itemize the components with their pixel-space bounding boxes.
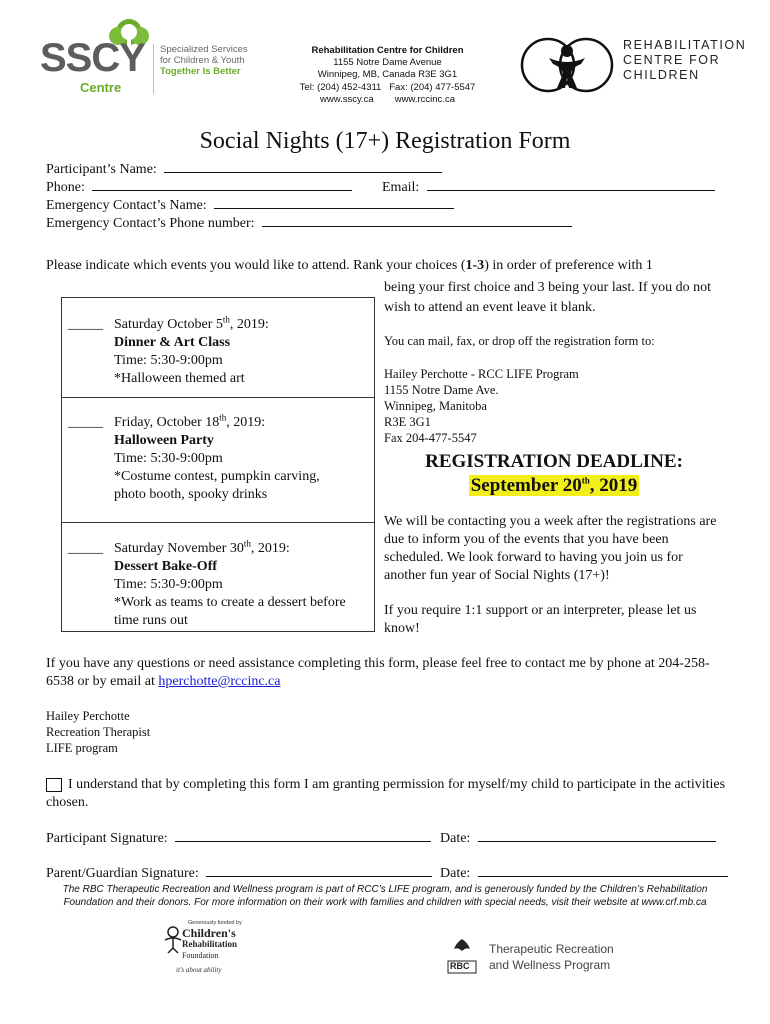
child-figure-icon	[162, 926, 184, 954]
footer-note: The RBC Therapeutic Recreation and Wellness program is part of RCC’s LIFE program, and is generously funded by the Children’s Rehabilitation Foundation and their donors. For more information on their work with families and children with special needs, visit their website at www.crf.mb.ca	[62, 884, 708, 908]
event-date: Friday, October 18th, 2019:	[114, 412, 266, 430]
event-row	[62, 523, 374, 631]
event-note: *Halloween themed art	[114, 371, 245, 386]
participant-signature-field[interactable]: Participant Signature:	[46, 829, 431, 847]
phone-field[interactable]: Phone:	[46, 178, 352, 196]
rbc-program-logo: RBC Therapeutic Recreation and Wellness Program	[446, 937, 646, 977]
sscy-logo	[40, 18, 255, 98]
event-date: Saturday October 5th, 2019:	[114, 314, 269, 332]
rcc-logo	[519, 36, 747, 94]
participant-name-field[interactable]: Participant’s Name:	[46, 160, 442, 178]
email-link[interactable]: hperchotte@rccinc.ca	[158, 674, 281, 689]
event-time: Time: 5:30-9:00pm	[114, 353, 223, 368]
ranking-instructions: Please indicate which events you would like to attend. Rank your choices (1-3) in order of preference with 1	[46, 258, 653, 273]
contacting-note: We will be contacting you a week after the registrations are due to inform you of the events that you have been scheduled. We look forward to having you join us for another fun year of Social Nights (17+)!	[384, 514, 717, 583]
ranking-instructions-cont: being your first choice and 3 being your last. If you do not wish to attend an event leave it blank.	[384, 280, 711, 315]
mail-address: Hailey Perchotte - RCC LIFE Program 1155 Notre Dame Ave. Winnipeg, Manitoba R3E 3G1 Fax 204-477-5547	[384, 367, 579, 445]
event-date: Saturday November 30th, 2019:	[114, 538, 290, 556]
event-name: Dessert Bake-Off	[114, 559, 218, 574]
event-name: Dinner & Art Class	[114, 335, 231, 350]
mail-intro: You can mail, fax, or drop off the registration form to:	[384, 334, 655, 348]
sscy-tagline: Specialized Services for Children & Youth Together Is Better	[160, 44, 248, 77]
rbc-shield-icon: RBC	[446, 937, 478, 975]
rcc-circles-icon	[519, 36, 615, 94]
consent-text: I understand that by completing this form I am granting permission for myself/my child to participate in the activities chosen.	[46, 777, 726, 810]
event-note: *Work as teams to create a dessert before time runs out	[114, 595, 346, 628]
rcc-wordmark: REHABILITATION CENTRE FOR CHILDREN	[623, 38, 747, 82]
event-row	[62, 398, 374, 522]
registration-deadline: REGISTRATION DEADLINE: September 20th, 2019	[425, 451, 683, 496]
event-time: Time: 5:30-9:00pm	[114, 451, 223, 466]
event-time: Time: 5:30-9:00pm	[114, 577, 223, 592]
event-rank-blank[interactable]: _____	[68, 415, 103, 430]
logo-divider	[153, 44, 154, 94]
emergency-name-field[interactable]: Emergency Contact’s Name:	[46, 196, 454, 214]
staff-signature-block: Hailey Perchotte Recreation Therapist LIFE program	[46, 709, 151, 755]
event-row	[62, 298, 374, 398]
emergency-phone-field[interactable]: Emergency Contact’s Phone number:	[46, 214, 572, 232]
sscy-centre-label: Centre	[80, 80, 122, 95]
parent-signature-field[interactable]: Parent/Guardian Signature:	[46, 864, 432, 882]
questions-paragraph: If you have any questions or need assistance completing this form, please feel free to contact me by phone at 204-258-6538 or by email at hperchotte@rccinc.ca	[46, 656, 710, 689]
deadline-date: September 20th, 2019	[470, 475, 638, 496]
crf-logo: Generously funded by Children's Rehabilitation Foundation it's about ability	[160, 920, 260, 978]
event-rank-blank[interactable]: _____	[68, 541, 103, 556]
page-title: Social Nights (17+) Registration Form	[199, 128, 571, 154]
participant-date-field[interactable]: Date:	[440, 829, 716, 847]
sscy-wordmark: SSCY	[40, 36, 145, 80]
parent-date-field[interactable]: Date:	[440, 864, 728, 882]
event-note: *Costume contest, pumpkin carving, photo booth, spooky drinks	[114, 469, 320, 502]
email-field[interactable]: Email:	[382, 178, 715, 196]
event-rank-blank[interactable]: _____	[68, 317, 103, 332]
support-note: If you require 1:1 support or an interpreter, please let us know!	[384, 603, 697, 636]
events-table	[61, 297, 375, 632]
event-name: Halloween Party	[114, 433, 214, 448]
header-contact: Rehabilitation Centre for Children 1155 Notre Dame Avenue Winnipeg, MB, Canada R3E 3G1 Tel: (204) 452-4311 Fax: (204) 477-5547 www.sscy.ca www.rccinc.ca	[299, 45, 476, 105]
